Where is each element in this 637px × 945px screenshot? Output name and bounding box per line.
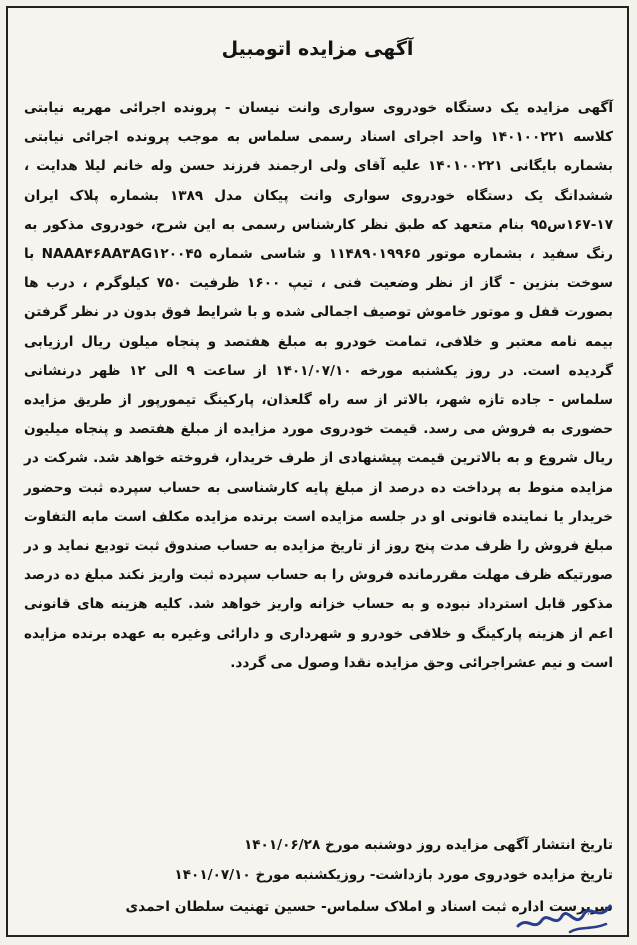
notice-title: آگهی مزایده اتومبیل [221, 38, 414, 60]
publish-date: تاریخ انتشار آگهی مزایده روز دوشنبه مورخ ۱۴۰۱/۰۶/۲۸ [243, 837, 613, 853]
notice-dates [24, 830, 613, 890]
notice-body [24, 94, 613, 678]
signature-line: سرپرست اداره ثبت اسناد و املاک سلماس- حسین تهنیت سلطان احمدی [125, 899, 613, 915]
notice-body-text: آگهی مزایده یک دستگاه خودروی سواری وانت نیسان - پرونده اجرائی مهریه نیابتی کلاسه ۱۴۰۱۰۰۲۲۱ واحد اجرای اسناد رسمی سلماس به موجب پرونده اجرائی نیابتی بشماره بایگانی ۱۴۰۱۰۰۲۲۱ علیه آقای ولی ارجمند فرزند حسن وله خانم لیلا هدایت ، ششدانگ یک دستگاه خودروی سواری وانت پیکان مدل ۱۳۸۹ بشماره پلاک ایران ۱۷-۱۶۷س۹۵ بنام متعهد که طبق نظر کارشناس رسمی به این شرح، خودروی مذکور به رنگ سفید ، بشماره موتور ۱۱۴۸۹۰۱۹۹۶۵ و شاسی شماره NAAA۴۶AA۳AG۱۲۰۰۴۵ با سوخت بنزین - گاز از نظر وضعیت فنی ، تیپ ۱۶۰۰ ظرفیت ۷۵۰ کیلوگرم ، درب ها بصورت قفل و موتور خاموش توصیف اجمالی شده و با شرایط فوق بدون در نظر گرفتن بیمه نامه معتبر و خلافی، تمامت خودرو به مبلغ هفتصد و پنجاه میلون ریال ارزیابی گردیده است. در روز یکشنبه مورخه ۱۴۰۱/۰۷/۱۰ از ساعت ۹ الی ۱۲ ظهر درنشانی سلماس - جاده تازه شهر، بالاتر از سه راه گلعذان، پارکینگ تیمورپور از طریق مزایده حضوری به فروش می رسد. قیمت خودروی مورد مزایده از مبلغ هفتصد و پنجاه میلیون ریال شروع و به بالاترین قیمت پیشنهادی از طرف خریدار، فروخته خواهد شد. شرکت در مزایده منوط به پرداخت ده درصد از مبلغ پایه کارشناسی به حساب سپرده ثبت وحضور خریدار یا نماینده قانونی او در جلسه مزایده است برنده مزایده مکلف است مابه التفاوت مبلغ فروش را ظرف مدت پنج روز از تاریخ مزایده به حساب صندوق ثبت تودیع نماید و در صورتیکه ظرف مهلت مقررمانده فروش را به حساب سپرده ثبت واریز نکند مبلغ ده درصد مذکور قابل استرداد نبوده و به حساب خزانه واریز خواهد شد. کلیه هزینه های قانونی اعم از هزینه پارکینگ و خلافی خودرو و شهرداری و دارائی وغیره به عهده برنده مزایده است و نیم عشراجرائی وحق مزایده نقدا وصول می گردد. [24, 100, 613, 671]
newspaper-notice [6, 6, 629, 937]
handwritten-mark [510, 886, 620, 940]
auction-date: تاریخ مزایده خودروی مورد بازداشت- روزیکشنبه مورخ ۱۴۰۱/۰۷/۱۰ [174, 867, 613, 883]
